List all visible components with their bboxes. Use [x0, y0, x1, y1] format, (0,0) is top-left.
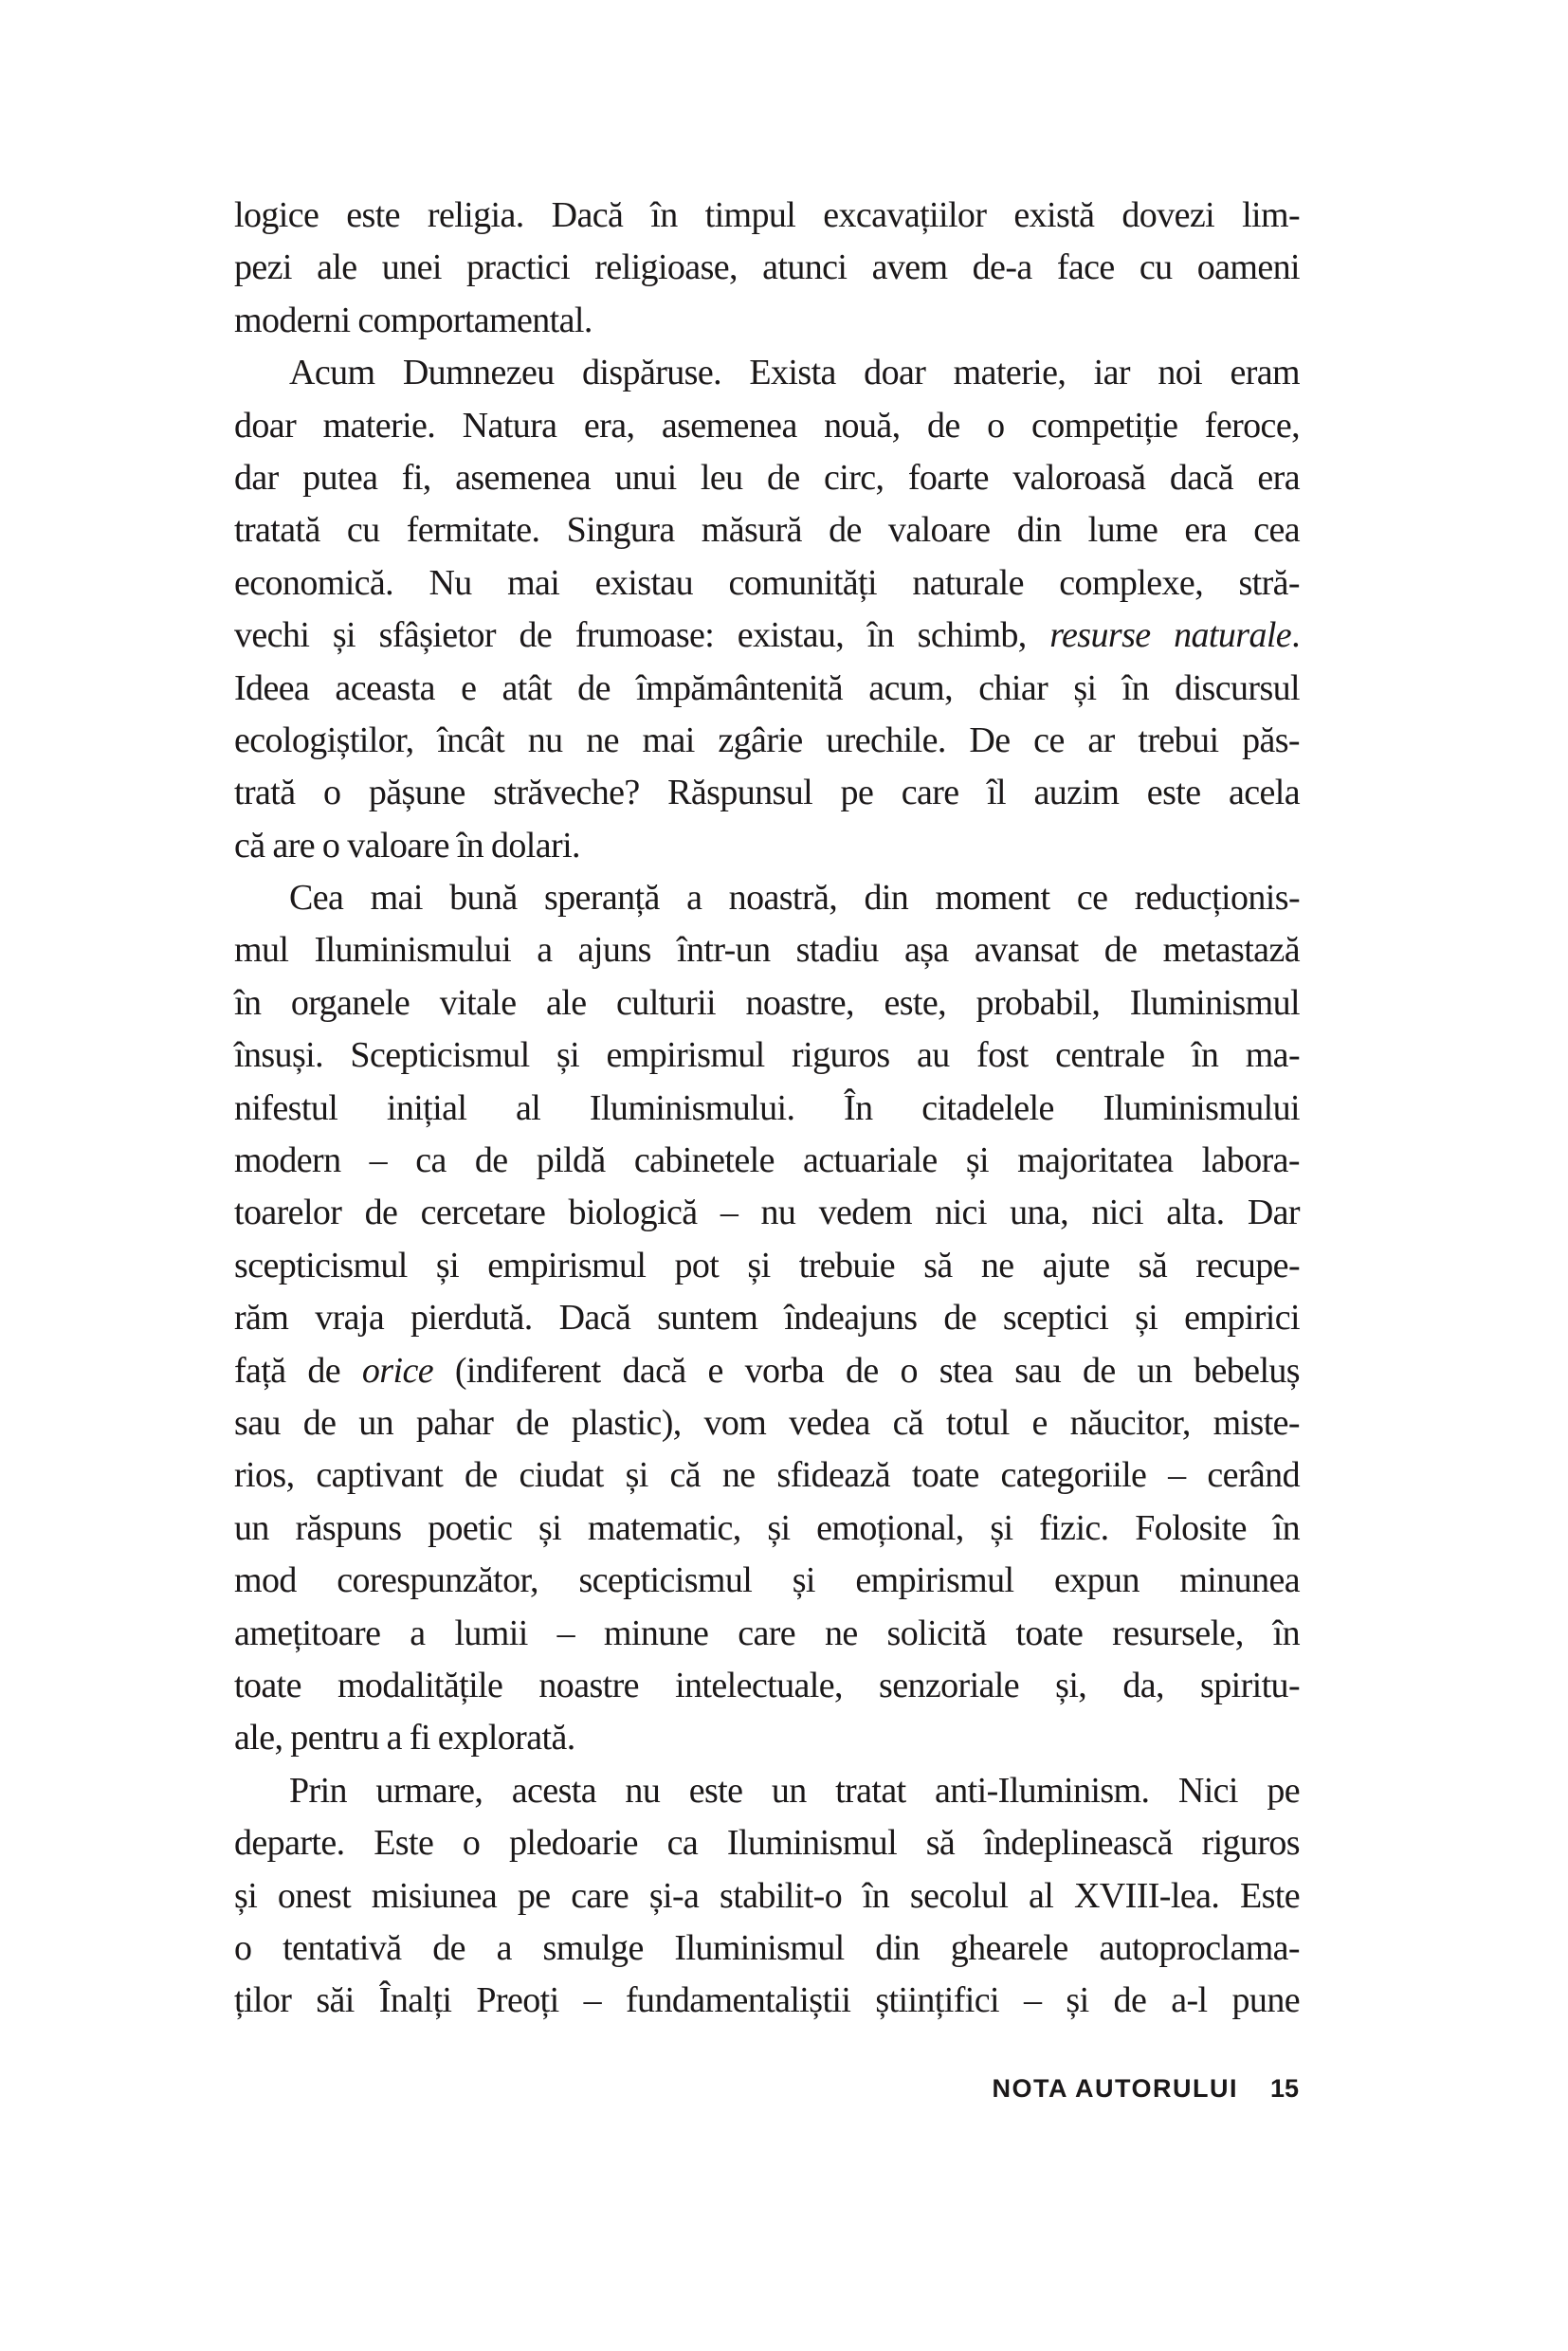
text-segment: (indiferent dacă e vorba de o stea sau de un bebeluș — [433, 1350, 1300, 1391]
text-line: toate modalitățile noastre intelectuale, senzoriale și, da, spiritu- — [234, 1665, 1300, 1705]
text-line: mul Iluminismului a ajuns într-un stadiu așa avansat de metastază — [234, 930, 1300, 971]
text-line: dar putea fi, asemenea unui leu de circ, foarte valoroasă dacă era — [234, 457, 1300, 498]
text-line: că are o valoare în dolari. — [234, 825, 580, 866]
text-line: și onest misiunea pe care și-a stabilit-o în secolul al XVIII-lea. Este — [234, 1875, 1300, 1916]
text-line: trată o pășune străveche? Răspunsul pe care îl auzim este acela — [234, 773, 1300, 813]
text-line: ților săi Înalți Preoți – fundamentaliștii științifici – și de a-l pune — [234, 1980, 1300, 2021]
text-line: răm vraja pierdută. Dacă suntem îndeajuns de sceptici și empirici — [234, 1298, 1300, 1339]
text-line: departe. Este o pledoarie ca Iluminismul să îndeplinească riguros — [234, 1823, 1300, 1864]
text-segment: . — [1291, 615, 1300, 656]
text-line: ale, pentru a fi explorată. — [234, 1718, 575, 1759]
running-footer — [992, 2074, 1299, 2104]
text-line: nifestul inițial al Iluminismului. În citadelele Iluminismului — [234, 1087, 1300, 1128]
text-line: tratată cu fermitate. Singura măsură de valoare din lume era cea — [234, 510, 1300, 551]
text-line: în organele vitale ale culturii noastre, este, probabil, Iluminismul — [234, 982, 1300, 1023]
text-line: Ideea aceasta e atât de împământenită acum, chiar și în discursul — [234, 667, 1300, 708]
page-number: 15 — [1269, 2074, 1299, 2103]
text-line: economică. Nu mai existau comunități naturale complexe, stră- — [234, 562, 1300, 603]
text-line: scepticismul și empirismul pot și trebuie să ne ajute să recupe- — [234, 1245, 1300, 1285]
text-line: pezi ale unei practici religioase, atunci avem de-a face cu oameni — [234, 247, 1300, 288]
paragraph-start-line: Prin urmare, acesta nu este un tratat anti-Iluminism. Nici pe — [289, 1770, 1300, 1811]
text-line: modern – ca de pildă cabinetele actuariale și majoritatea labora- — [234, 1140, 1300, 1181]
text-line: amețitoare a lumii – minune care ne solicită toate resursele, în — [234, 1613, 1300, 1653]
paragraph-start-line: Cea mai bună speranță a noastră, din moment ce reducționis- — [289, 878, 1300, 919]
text-line — [234, 610, 1300, 662]
text-line: logice este religia. Dacă în timpul excavațiilor există dovezi lim- — [234, 195, 1300, 235]
text-line: ecologiștilor, încât nu ne mai zgârie urechile. De ce ar trebui păs- — [234, 720, 1300, 760]
text-line: mod corespunzător, scepticismul și empirismul expun minunea — [234, 1560, 1300, 1601]
italic-emphasis: resurse naturale — [1049, 615, 1292, 656]
text-line: rios, captivant de ciudat și că ne sfidează toate categoriile – cerând — [234, 1455, 1300, 1496]
text-line: doar materie. Natura era, asemenea nouă, de o competiție feroce, — [234, 405, 1300, 446]
section-title: NOTA AUTORULUI — [992, 2074, 1238, 2103]
text-line: o tentativă de a smulge Iluminismul din ghearele autoproclama- — [234, 1927, 1300, 1968]
text-line: moderni comportamental. — [234, 300, 593, 340]
text-line: un răspuns poetic și matematic, și emoțional, și fizic. Folosite în — [234, 1507, 1300, 1548]
text-line: toarelor de cercetare biologică – nu vedem nici una, nici alta. Dar — [234, 1193, 1300, 1233]
text-line — [234, 1345, 1300, 1397]
italic-emphasis: orice — [361, 1350, 433, 1391]
text-line: însuși. Scepticismul și empirismul riguros au fost centrale în ma- — [234, 1035, 1300, 1076]
text-segment: vechi și sfâșietor de frumoase: existau, în schimb, — [234, 615, 1050, 656]
body-text — [234, 190, 1300, 2028]
paragraph-start-line: Acum Dumnezeu dispăruse. Exista doar materie, iar noi eram — [289, 353, 1300, 393]
text-line: sau de un pahar de plastic), vom vedea că totul e năucitor, miste- — [234, 1402, 1300, 1443]
text-segment: față de — [234, 1350, 362, 1391]
